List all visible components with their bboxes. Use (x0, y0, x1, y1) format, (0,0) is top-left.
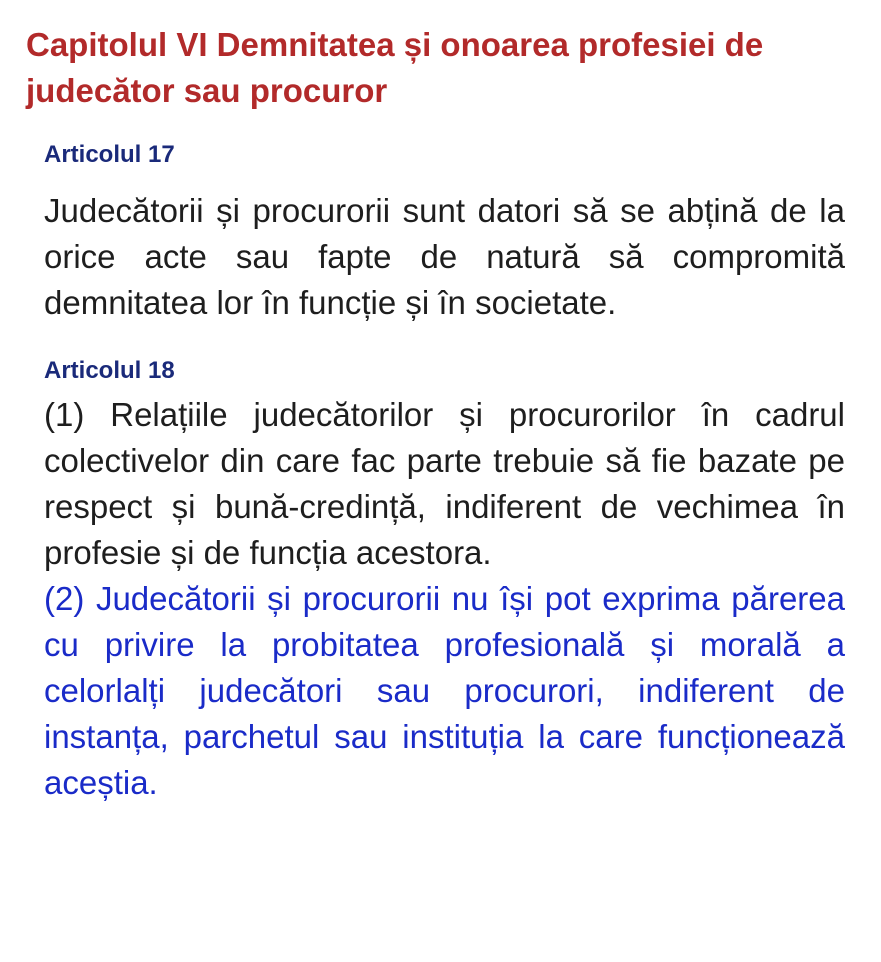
article-18-paragraph-1: (1) Relațiile judecătorilor și procurorilor în cadrul colectivelor din care fac parte trebuie să fie bazate pe respect și bună-credință, indiferent de vechimea în profesie și de funcția acestora. (44, 396, 845, 571)
article-heading: Articolul 17 (44, 141, 175, 168)
article-heading: Articolul 18 (44, 357, 175, 384)
article-18 (44, 356, 845, 806)
article-17-paragraph: Judecătorii și procurorii sunt datori să se abțină de la orice acte sau fapte de natură să compromită demnitatea lor în funcție și în societate. (44, 192, 845, 321)
chapter-title: Capitolul VI Demnitatea și onoarea profesiei de judecător sau procuror (26, 26, 764, 109)
article-18-paragraph-2: (2) Judecătorii și procurorii nu își pot exprima părerea cu privire la probitatea profesională și morală a celorlalți judecători sau procurori, indiferent de instanța, parchetul sau instituția la care funcționează aceștia. (44, 580, 845, 801)
article-17 (44, 140, 845, 326)
